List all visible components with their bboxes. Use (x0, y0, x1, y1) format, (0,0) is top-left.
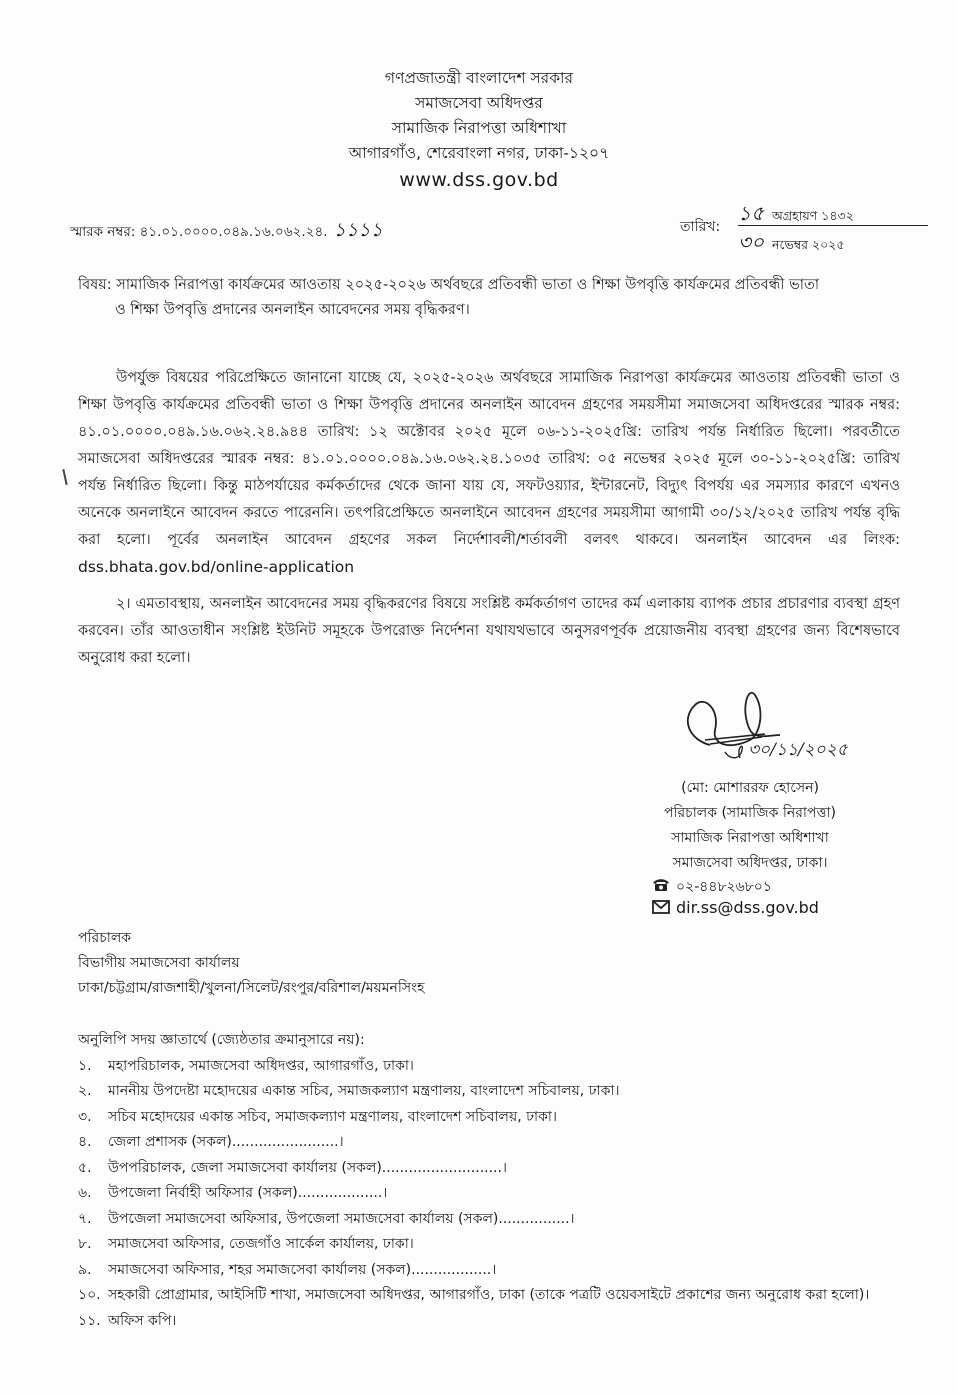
list-item-text: মাননীয় উপদেষ্টা মহোদয়ের একান্ত সচিব, সমাজকল্যাণ মন্ত্রণালয়, বাংলাদেশ সচিবালয়, ঢাকা। (108, 1083, 620, 1099)
list-item (78, 1258, 908, 1284)
english-day: ৩০ (738, 230, 765, 254)
recipient-title: পরিচালক (78, 930, 132, 946)
signatory-branch: সামাজিক নিরাপত্তা অধিশাখা (671, 830, 829, 846)
list-item (78, 1309, 908, 1335)
email-contact (652, 898, 819, 918)
date-fraction (738, 199, 928, 252)
pen-mark (62, 469, 67, 485)
date-divider (738, 225, 928, 226)
online-application-link[interactable]: dss.bhata.gov.bd/online-application (78, 558, 355, 576)
handwritten-signature (670, 690, 880, 770)
list-item (78, 1181, 908, 1207)
bangla-date (738, 199, 928, 223)
copy-list-heading: অনুলিপি সদয় জ্ঞাতার্থে (জ্যেষ্ঠতার ক্রমানুসারে নয়): (78, 1032, 365, 1048)
department-name: সমাজসেবা অধিদপ্তর (415, 94, 543, 112)
list-item (78, 1130, 908, 1156)
list-item-number: ৩. (78, 1108, 92, 1125)
bangla-day: ১৫ (738, 201, 764, 225)
list-item-text: সচিব মহোদয়ের একান্ত সচিব, সমাজকল্যাণ মন্ত্রণালয়, বাংলাদেশ সচিবালয়, ঢাকা। (108, 1108, 557, 1125)
english-month-year: নভেম্বর ২০২৫ (772, 237, 845, 252)
list-item-number: ১১. (78, 1312, 101, 1329)
list-item-number: ৭. (78, 1210, 92, 1227)
list-item-text: উপজেলা নির্বাহী অফিসার (সকল)...................। (108, 1185, 388, 1201)
subject-line-1: বিষয়: সামাজিক নিরাপত্তা কার্যক্রমের আওতায় ২০২৫-২০২৬ অর্থবছরে প্রতিবন্ধী ভাতা ও শিক্ষা উপবৃত্তি কার্যক্রমের প্রতিবন্ধী ভাতা (78, 277, 820, 293)
list-item-text: উপজেলা সমাজসেবা অফিসার, উপজেলা সমাজসেবা কার্যালয় (সকল)................। (108, 1210, 575, 1227)
government-name: গণপ্রজাতন্ত্রী বাংলাদেশ সরকার (384, 69, 574, 87)
list-item-text: জেলা প্রশাসক (সকল)........................। (108, 1134, 344, 1150)
body-paragraph-1 (78, 365, 900, 582)
list-item-text: অফিস কপি। (108, 1312, 177, 1329)
email-address[interactable]: dir.ss@dss.gov.bd (676, 898, 819, 917)
recipient-office: বিভাগীয় সমাজসেবা কার্যালয় (78, 955, 240, 971)
list-item-number: ৪. (78, 1134, 92, 1150)
list-item-number: ৮. (78, 1236, 92, 1252)
memo-number (70, 216, 383, 248)
list-item (78, 1054, 908, 1080)
list-item-number: ২. (78, 1083, 92, 1099)
subject-line-2: ও শিক্ষা উপবৃত্তি প্রদানের অনলাইন আবেদনের সময় বৃদ্ধিকরণ। (115, 302, 470, 318)
list-item-text: মহাপরিচালক, সমাজসেবা অধিদপ্তর, আগারগাঁও, ঢাকা। (108, 1057, 414, 1074)
subject (78, 273, 900, 323)
english-date (738, 228, 928, 252)
list-item (78, 1156, 908, 1182)
list-item-number: ১০. (78, 1287, 101, 1303)
list-item-number: ১. (78, 1057, 92, 1074)
memo-label: স্মারক নম্বর: ৪১.০১.০০০০.০৪৯.১৬.০৬২.২৪. (70, 224, 328, 240)
list-item-number: ৯. (78, 1261, 92, 1278)
signatory-details (600, 776, 900, 876)
list-item-number: ৬. (78, 1185, 92, 1201)
list-item (78, 1232, 908, 1258)
envelope-icon (652, 899, 670, 918)
branch-name: সামাজিক নিরাপত্তা অধিশাখা (391, 119, 567, 137)
list-item-text: উপপরিচালক, জেলা সমাজসেবা কার্যালয় (সকল)...........................। (108, 1159, 507, 1176)
signature-date: ৩০/১১/২০২৫ (748, 740, 848, 760)
signatory-office: সমাজসেবা অধিদপ্তর, ঢাকা। (672, 855, 828, 871)
copy-list (78, 1028, 908, 1334)
recipient (78, 926, 425, 1001)
list-item (78, 1283, 908, 1309)
list-item (78, 1207, 908, 1233)
date-label: তারিখ: (680, 219, 721, 235)
list-item (78, 1105, 908, 1131)
telephone-icon (652, 878, 670, 896)
letterhead (0, 66, 958, 193)
website[interactable]: www.dss.gov.bd (399, 169, 559, 191)
body-paragraph-2: ২। এমতাবস্থায়, অনলাইন আবেদনের সময় বৃদ্ধিকরণের বিষয়ে সংশ্লিষ্ট কর্মকর্তাগণ তাদের কর্ম এলাকায় ব্যাপক প্রচার প্রচারণার ব্যবস্থা গ্রহণ করবেন। তাঁর আওতাধীন সংশ্লিষ্ট ইউনিট সমূহকে উপরোক্ত নির্দেশনা যথাযথভাবে অনুসরণপূর্বক প্রয়োজনীয় ব্যবস্থা গ্রহণের জন্য বিশেষভাবে অনুরোধ করা হলো। (78, 596, 900, 666)
signatory-designation: পরিচালক (সামাজিক নিরাপত্তা) (663, 805, 837, 821)
bangla-month-year: অগ্রহায়ণ ১৪৩২ (771, 208, 854, 223)
memo-handwritten-number: ১১১১ (333, 219, 383, 241)
paragraph-1-text: উপর্যুক্ত বিষয়ের পরিপ্রেক্ষিতে জানানো যাচ্ছে যে, ২০২৫-২০২৬ অর্থবছরে সামাজিক নিরাপত্তা কার্যক্রমের আওতায় প্রতিবন্ধী ভাতা ও শিক্ষা উপবৃত্তি কার্যক্রমের প্রতিবন্ধী ভাতা ও শিক্ষা উপবৃত্তি প্রদানের অনলাইন আবেদন গ্রহণের সময়সীমা সমাজসেবা অধিদপ্তরের স্মারক নম্বর: ৪১.০১.০০০০.০৪৯.১৬.০৬২.২৪.৯৪৪ তারিখ: ১২ অক্টোবর ২০২৫ মূলে ০৬-১১-২০২৫খ্রি: তারিখ পর্যন্ত নির্ধারিত ছিলো। পরবর্তীতে সমাজসেবা অধিদপ্তরের স্মারক নম্বর: ৪১.০১.০০০০.০৪৯.১৬.০৬২.২৪.১০৩৫ তারিখ: ০৫ নভেম্বর ২০২৫ মূলে ৩০-১১-২০২৫খ্রি: তারিখ পর্যন্ত নির্ধারিত ছিলো। কিন্তু মাঠপর্যায়ের কর্মকর্তাদের থেকে জানা যায় যে, সফটওয়্যার, ইন্টারনেট, বিদ্যুৎ বিপর্যয় এর সমস্যার কারণে এখনও অনেকে অনলাইনে আবেদন করতে পারেননি। তৎপরিপ্রেক্ষিতে অনলাইনে আবেদন গ্রহণের সময়সীমা আগামী ৩০/১২/২০২৫ তারিখ পর্যন্ত বৃদ্ধি করা হলো। পূর্বের অনলাইন আবেদন গ্রহণের সকল নির্দেশাবলী/শর্তাবলী বলবৎ থাকবে। অনলাইন আবেদন এর লিংক: (78, 370, 900, 548)
list-item-text: সহকারী প্রোগ্রামার, আইসিটি শাখা, সমাজসেবা অধিদপ্তর, আগারগাঁও, ঢাকা (তাকে পত্রটি ওয়েবসাইটে প্রকাশের জন্য অনুরোধ করা হলো)। (108, 1287, 870, 1303)
recipient-divisions: ঢাকা/চট্টগ্রাম/রাজশাহী/খুলনা/সিলেট/রংপুর/বরিশাল/ময়মনসিংহ (78, 980, 425, 996)
list-item-text: সমাজসেবা অফিসার, তেজগাঁও সার্কেল কার্যালয়, ঢাকা। (108, 1236, 414, 1252)
list-item (78, 1079, 908, 1105)
phone-number: ০২-৪৪৮২৬৮০১ (676, 879, 772, 895)
list-item-number: ৫. (78, 1159, 92, 1176)
phone-contact (652, 875, 772, 899)
signatory-name: (মো: মোশাররফ হোসেন) (681, 780, 819, 796)
office-address: আগারগাঁও, শেরেবাংলা নগর, ঢাকা-১২০৭ (348, 144, 610, 162)
list-item-text: সমাজসেবা অফিসার, শহর সমাজসেবা কার্যালয় (সকল)..................। (108, 1261, 497, 1278)
